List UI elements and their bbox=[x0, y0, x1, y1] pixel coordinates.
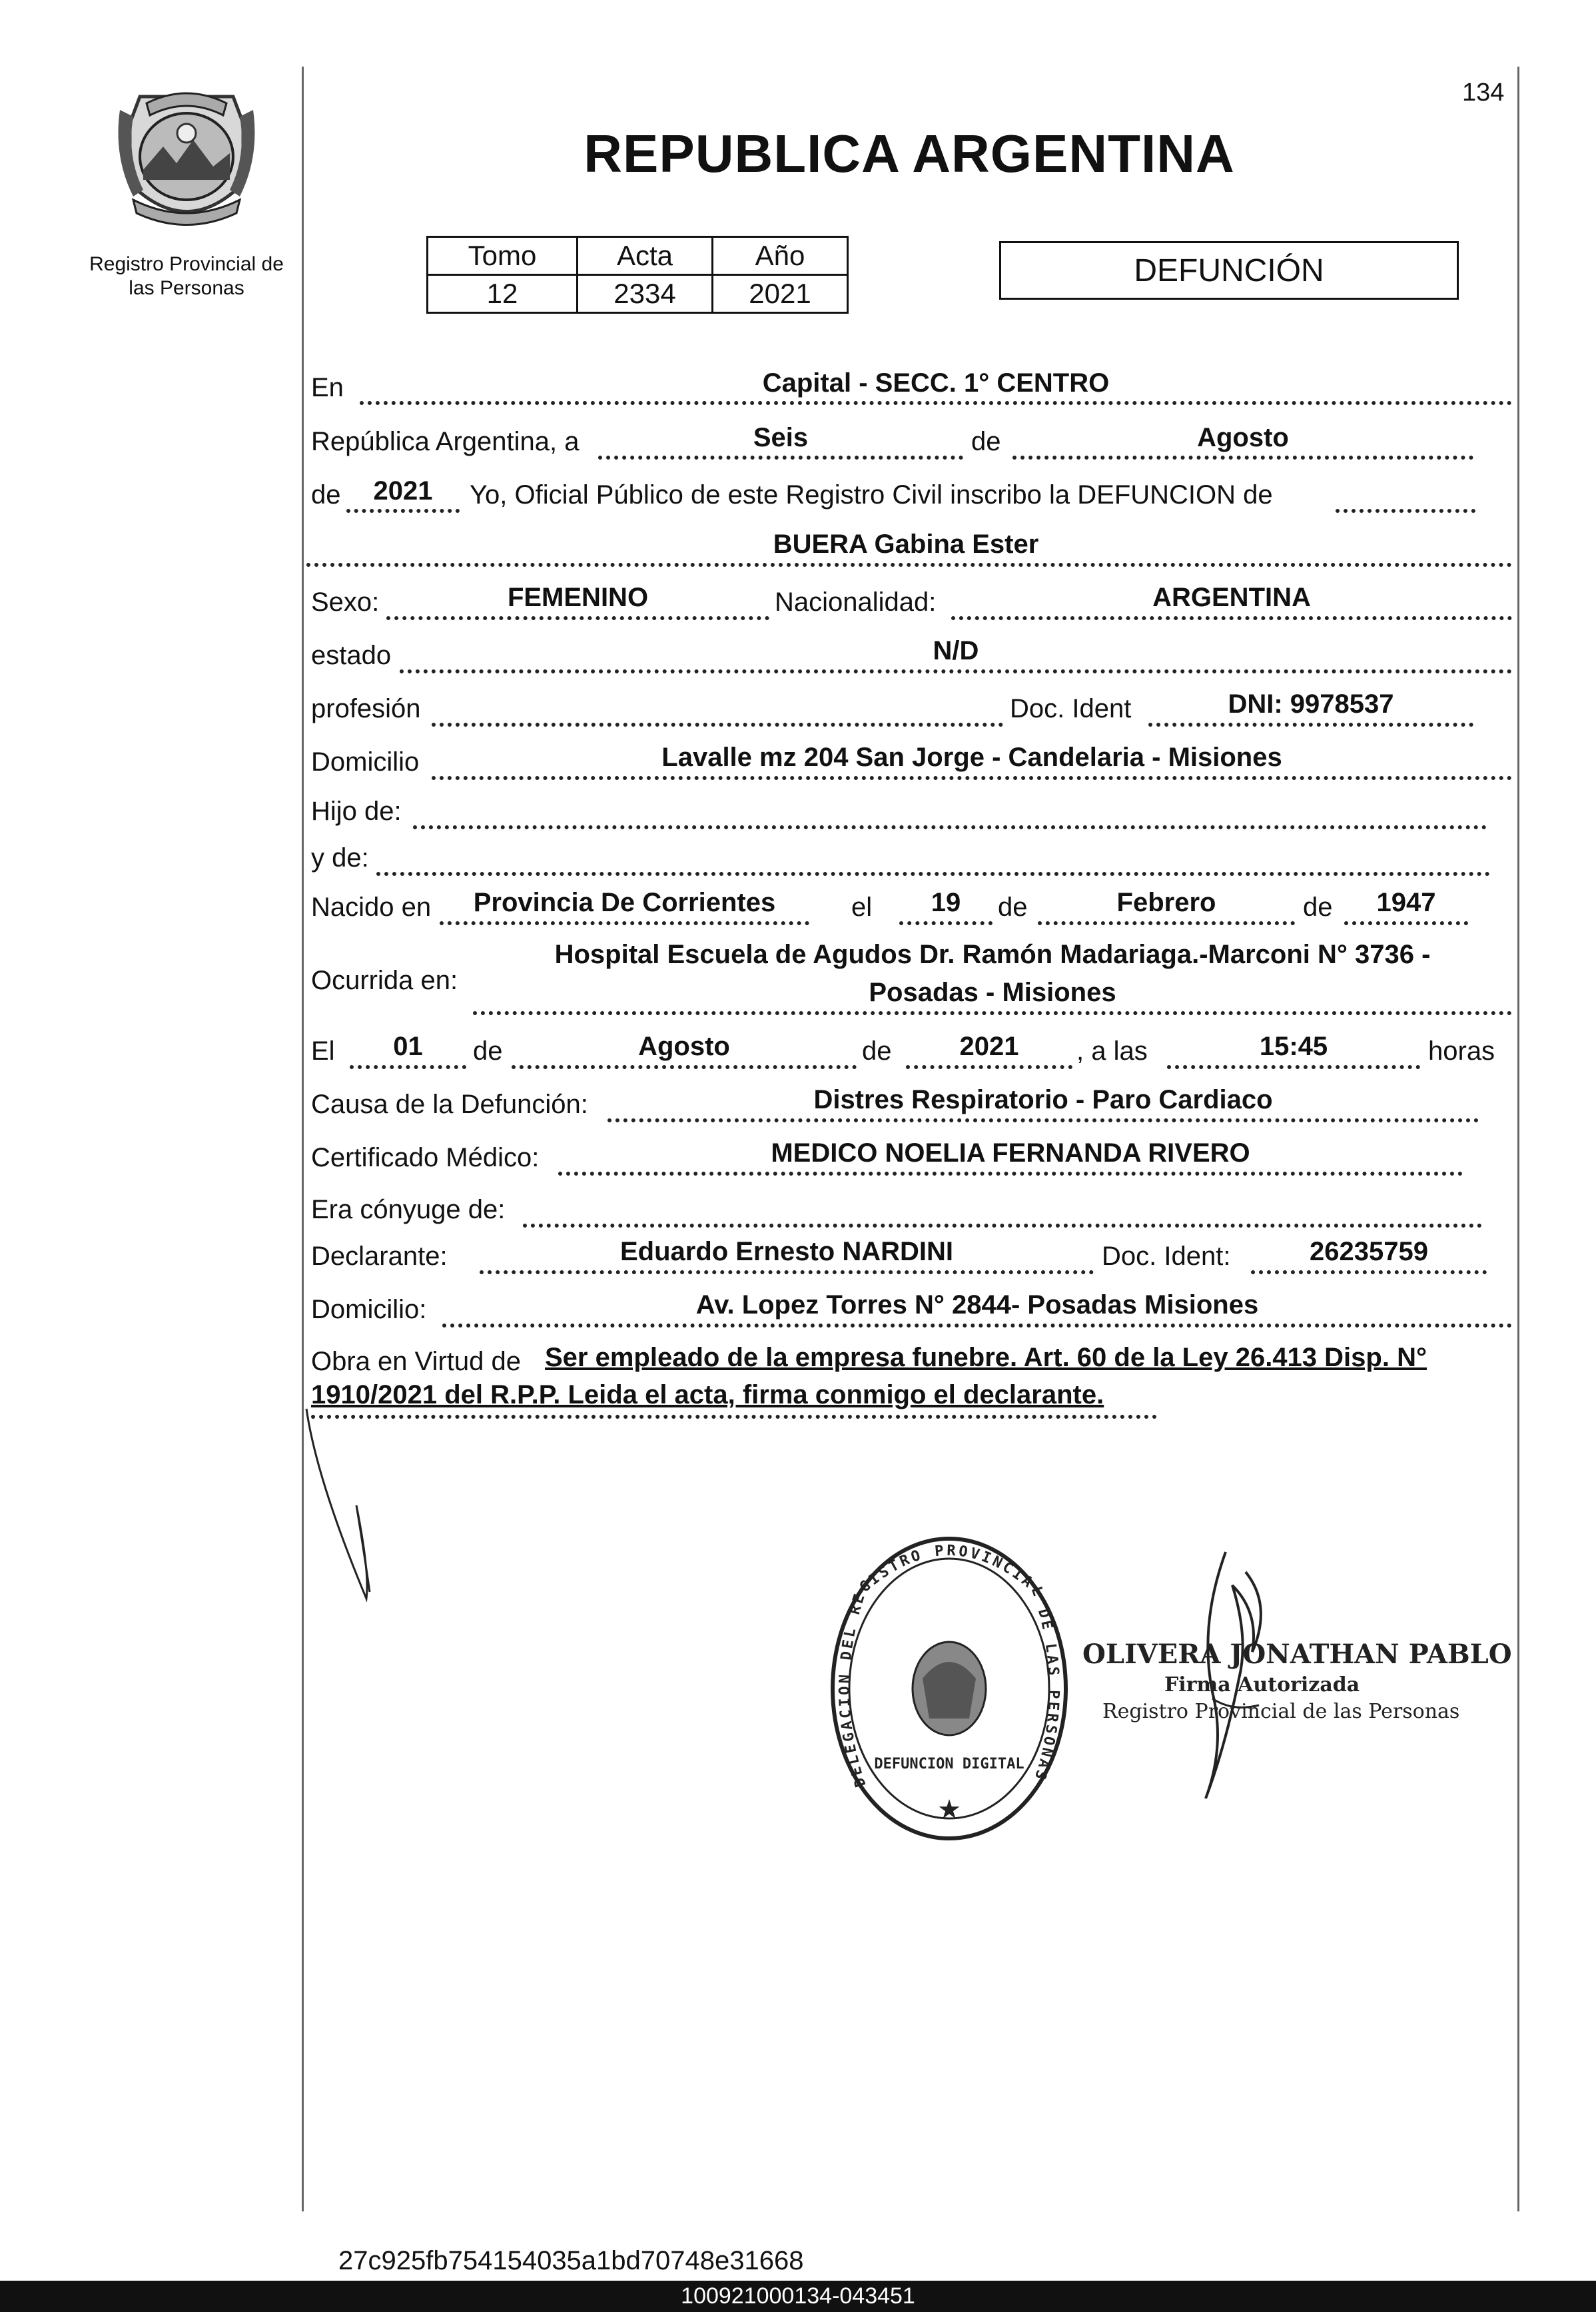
line-obra bbox=[311, 1415, 1157, 1419]
label-de-defuncion-2: de bbox=[862, 1036, 892, 1066]
table-value-anio: 2021 bbox=[713, 275, 848, 313]
value-sexo: FEMENINO bbox=[507, 583, 649, 612]
line-sexo bbox=[386, 616, 769, 620]
value-doc-ident: DNI: 9978537 bbox=[1228, 689, 1394, 719]
barcode-bar bbox=[0, 2281, 1596, 2312]
label-causa: Causa de la Defunción: bbox=[311, 1090, 588, 1119]
value-ocurrida-en-line2: Posadas - Misiones bbox=[869, 978, 1116, 1007]
line-profesion bbox=[432, 723, 1003, 727]
table-value-acta: 2334 bbox=[578, 275, 713, 313]
value-dia-inscripcion: Seis bbox=[753, 423, 809, 452]
value-defuncion-anio: 2021 bbox=[959, 1032, 1019, 1061]
right-margin-line bbox=[1517, 67, 1519, 2211]
value-obra-line1: Ser empleado de la empresa funebre. Art. 60 de la Ley 26.413 Disp. N° bbox=[545, 1343, 1427, 1372]
line-en bbox=[360, 401, 1512, 405]
record-table-value-row bbox=[428, 275, 848, 313]
line-nacimiento-mes bbox=[1038, 921, 1295, 925]
barcode-number: 100921000134-043451 bbox=[681, 2283, 915, 2309]
label-ocurrida-en: Ocurrida en: bbox=[311, 966, 458, 995]
value-declarante: Eduardo Ernesto NARDINI bbox=[619, 1237, 954, 1266]
line-hijo-de bbox=[413, 825, 1487, 829]
logo-caption-line1: Registro Provincial de bbox=[89, 253, 284, 275]
official-role: Firma Autorizada bbox=[1164, 1673, 1360, 1697]
value-defuncion-hora: 15:45 bbox=[1259, 1032, 1328, 1061]
line-causa bbox=[607, 1118, 1479, 1122]
table-value-tomo: 12 bbox=[428, 275, 578, 313]
page-number: 134 bbox=[1462, 79, 1505, 107]
table-header-tomo: Tomo bbox=[428, 237, 578, 275]
left-margin-line bbox=[302, 67, 304, 2211]
value-declarante-domicilio: Av. Lopez Torres N° 2844- Posadas Misiones bbox=[695, 1290, 1259, 1320]
value-defuncion-dia: 01 bbox=[393, 1032, 423, 1061]
label-nacionalidad: Nacionalidad: bbox=[775, 587, 937, 617]
label-horas: horas bbox=[1428, 1036, 1495, 1066]
label-y-de: y de: bbox=[311, 843, 369, 873]
table-header-anio: Año bbox=[713, 237, 848, 275]
value-nacimiento-dia: 19 bbox=[931, 888, 961, 917]
line-nacimiento-dia bbox=[899, 921, 993, 925]
value-domicilio: Lavalle mz 204 San Jorge - Candelaria - Misiones bbox=[661, 743, 1282, 772]
line-nombre bbox=[306, 563, 1512, 567]
label-declarante-domicilio: Domicilio: bbox=[311, 1295, 427, 1324]
value-certificado: MEDICO NOELIA FERNANDA RIVERO bbox=[771, 1138, 1250, 1168]
value-nacimiento-anio: 1947 bbox=[1376, 888, 1436, 917]
value-estado: N/D bbox=[933, 636, 979, 665]
label-obra: Obra en Virtud de bbox=[311, 1347, 522, 1376]
line-certificado bbox=[558, 1172, 1463, 1176]
line-defuncion-anio bbox=[906, 1065, 1072, 1069]
cancellation-stroke bbox=[303, 1405, 396, 1605]
line-declarante-domicilio bbox=[442, 1324, 1512, 1328]
table-header-acta: Acta bbox=[578, 237, 713, 275]
value-declarante-doc: 26235759 bbox=[1310, 1237, 1428, 1266]
official-name: OLIVERA JONATHAN PABLO bbox=[1082, 1639, 1512, 1670]
official-office: Registro Provincial de las Personas bbox=[1102, 1700, 1460, 1723]
line-ocurrida-en bbox=[473, 1011, 1512, 1015]
label-hijo-de: Hijo de: bbox=[311, 797, 402, 826]
label-conyuge: Era cónyuge de: bbox=[311, 1195, 506, 1224]
value-defuncion-mes: Agosto bbox=[638, 1032, 730, 1061]
logo-caption-line2: las Personas bbox=[129, 277, 244, 299]
label-declarante-doc: Doc. Ident: bbox=[1102, 1242, 1231, 1271]
value-anio-inscripcion: 2021 bbox=[373, 476, 433, 506]
label-republica: República Argentina, a bbox=[311, 427, 580, 456]
label-el-nacimiento: el bbox=[851, 893, 873, 922]
label-estado: estado bbox=[311, 641, 392, 670]
line-conyuge bbox=[523, 1224, 1482, 1228]
record-table-header-row bbox=[428, 237, 848, 275]
label-de-nacimiento-2: de bbox=[1303, 893, 1333, 922]
line-defuncion-dia bbox=[350, 1065, 466, 1069]
label-de-1: de bbox=[971, 427, 1001, 456]
value-nombre: BUERA Gabina Ester bbox=[773, 530, 1039, 559]
record-type-box: DEFUNCIÓN bbox=[999, 241, 1459, 300]
label-sexo: Sexo: bbox=[311, 587, 380, 617]
value-nacimiento-mes: Febrero bbox=[1116, 888, 1216, 917]
line-nacionalidad bbox=[951, 616, 1512, 620]
label-de-2: de bbox=[311, 480, 341, 510]
line-dia-inscripcion bbox=[598, 456, 963, 460]
label-de-nacimiento-1: de bbox=[998, 893, 1028, 922]
label-yo-oficial: Yo, Oficial Público de este Registro Civil inscribo la DEFUNCION de bbox=[470, 480, 1273, 510]
official-stamp bbox=[826, 1532, 1072, 1845]
stamp-inner-text: DEFUNCION DIGITAL bbox=[874, 1756, 1024, 1772]
handwritten-signature bbox=[1186, 1545, 1279, 1825]
line-nacido-en bbox=[440, 921, 809, 925]
label-domicilio: Domicilio bbox=[311, 747, 420, 777]
value-causa: Distres Respiratorio - Paro Cardiaco bbox=[813, 1085, 1273, 1114]
line-declarante-doc bbox=[1251, 1270, 1487, 1274]
label-doc-ident: Doc. Ident bbox=[1010, 694, 1132, 723]
document-hash: 27c925fb754154035a1bd70748e31668 bbox=[338, 2246, 804, 2275]
stamp-text: DELEGACION DEL REGISTRO PROVINCIAL DE LAS PERSONAS bbox=[836, 1542, 1062, 1789]
label-a-las: , a las bbox=[1076, 1036, 1148, 1066]
label-profesion: profesión bbox=[311, 694, 421, 723]
value-nacionalidad: ARGENTINA bbox=[1152, 583, 1311, 612]
page-title: REPUBLICA ARGENTINA bbox=[584, 124, 1235, 183]
stamp-seal-icon bbox=[826, 1532, 1072, 1845]
label-en: En bbox=[311, 373, 344, 402]
line-nacimiento-anio bbox=[1344, 921, 1468, 925]
line-mes-inscripcion bbox=[1012, 456, 1473, 460]
label-el-defuncion: El bbox=[311, 1036, 335, 1066]
value-nacido-en: Provincia De Corrientes bbox=[473, 888, 776, 917]
value-mes-inscripcion: Agosto bbox=[1197, 423, 1289, 452]
line-estado bbox=[400, 669, 1512, 673]
label-de-defuncion-1: de bbox=[473, 1036, 503, 1066]
value-lugar: Capital - SECC. 1° CENTRO bbox=[762, 368, 1110, 398]
line-anio-inscripcion bbox=[346, 509, 460, 513]
stamp-star-icon: ★ bbox=[937, 1795, 961, 1824]
record-table bbox=[426, 236, 849, 314]
value-obra-line2: 1910/2021 del R.P.P. Leida el acta, firma conmigo el declarante. bbox=[311, 1380, 1104, 1409]
line-defuncion-hora bbox=[1167, 1065, 1420, 1069]
value-ocurrida-en-line1: Hospital Escuela de Agudos Dr. Ramón Madariaga.-Marconi N° 3736 - bbox=[554, 940, 1431, 969]
line-y-de bbox=[376, 872, 1490, 876]
line-yo-oficial bbox=[1336, 509, 1475, 513]
line-doc-ident bbox=[1148, 723, 1473, 727]
line-defuncion-mes bbox=[512, 1065, 857, 1069]
line-domicilio bbox=[432, 776, 1512, 780]
line-declarante bbox=[480, 1270, 1094, 1274]
label-certificado: Certificado Médico: bbox=[311, 1143, 540, 1172]
label-nacido-en: Nacido en bbox=[311, 893, 432, 922]
label-declarante: Declarante: bbox=[311, 1242, 448, 1271]
